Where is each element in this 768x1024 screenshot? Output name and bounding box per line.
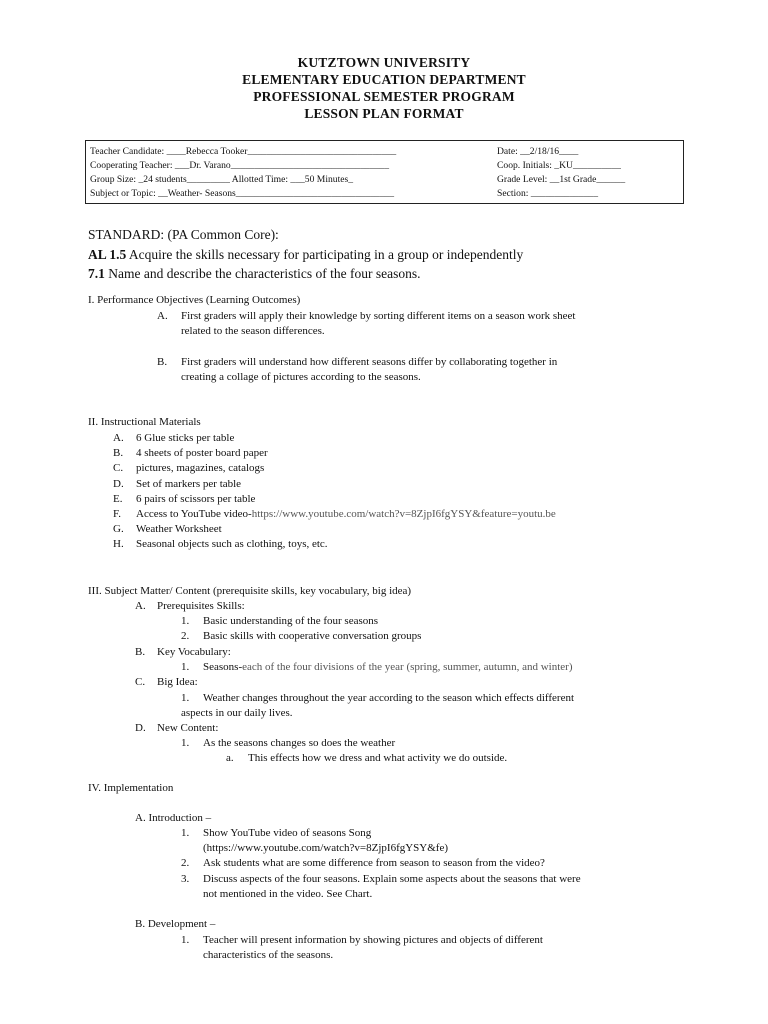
objective-a-line1: First graders will apply their knowledge by sorting different items on a season work sheet: [181, 310, 576, 322]
vocab-heading: Key Vocabulary:: [157, 646, 231, 658]
standard-al-code: AL 1.5: [88, 246, 127, 262]
big-idea-label: C.: [135, 676, 146, 688]
big-idea-1-line2: aspects in our daily lives.: [181, 707, 293, 719]
intro-2: Ask students what are some difference from season to season from the video?: [203, 857, 545, 869]
vocab-label: B.: [135, 646, 146, 658]
program-name: PROFESSIONAL SEMESTER PROGRAM: [253, 89, 515, 104]
standard-71: [88, 264, 523, 284]
info-box: [85, 140, 684, 204]
cooperating-teacher-field: Cooperating Teacher: ___Dr. Varano_________________________________: [90, 160, 390, 171]
prereq-2: Basic skills with cooperative conversation groups: [203, 630, 422, 642]
material-label: G.: [113, 523, 124, 536]
vocab-1: [203, 661, 573, 673]
material-item: [136, 493, 255, 505]
intro-1-line2: (https://www.youtube.com/watch?v=8ZjpI6fgYSY&fe): [203, 842, 448, 854]
material-item: [136, 523, 222, 535]
development-heading: B. Development –: [135, 918, 216, 930]
material-item: [136, 462, 264, 474]
material-text: Seasonal objects such as clothing, toys, etc.: [136, 538, 328, 551]
standard-al: [88, 245, 523, 265]
material-text: 6 pairs of scissors per table: [136, 492, 256, 505]
dev-1-line2: characteristics of the seasons.: [203, 949, 334, 961]
subject-matter-heading: III. Subject Matter/ Content (prerequisite skills, key vocabulary, big idea): [88, 585, 412, 597]
objective-a-line2: related to the season differences.: [181, 325, 325, 337]
prereq-2-num: 2.: [181, 630, 190, 642]
objectives-heading: I. Performance Objectives (Learning Outcomes): [88, 294, 301, 306]
material-item: [136, 538, 328, 550]
implementation-heading: IV. Implementation: [88, 782, 174, 794]
material-text: 6 Glue sticks per table: [136, 432, 235, 444]
subject-field: Subject or Topic: __Weather- Seasons_________________________________: [90, 188, 395, 199]
intro-1-line1: Show YouTube video of seasons Song: [203, 827, 372, 839]
big-idea-1-num: 1.: [181, 692, 190, 704]
prereq-1-num: 1.: [181, 615, 190, 627]
material-label: B.: [113, 447, 124, 460]
intro-3-line2: not mentioned in the video. See Chart.: [203, 888, 373, 900]
material-label: H.: [113, 538, 124, 551]
vocab-1-num: 1.: [181, 661, 190, 673]
youtube-link[interactable]: https://www.youtube.com/watch?v=8ZjpI6fgYSY&feature=youtu.be: [251, 508, 556, 520]
material-text: Access to YouTube video-: [136, 508, 252, 520]
group-size-field: Group Size: _24 students_________ Allotted Time: ___50 Minutes_: [90, 174, 354, 185]
material-label: C.: [113, 462, 124, 475]
dev-1-num: 1.: [181, 934, 190, 946]
section-field: Section: ______________: [497, 188, 598, 199]
material-label: A.: [113, 432, 124, 444]
material-label: D.: [113, 477, 124, 490]
material-text: 4 sheets of poster board paper: [136, 447, 268, 460]
new-content-1a: This effects how we dress and what activity we do outside.: [248, 752, 508, 764]
material-item: [136, 508, 556, 520]
new-content-label: D.: [135, 722, 146, 734]
format-title: LESSON PLAN FORMAT: [304, 106, 464, 121]
intro-1-num: 1.: [181, 827, 190, 839]
material-item: [136, 447, 268, 459]
intro-2-num: 2.: [181, 857, 190, 869]
standard-71-text: Name and describe the characteristics of the four seasons.: [104, 266, 421, 281]
standard-71-code: 7.1: [88, 266, 105, 281]
material-text: Set of markers per table: [136, 477, 242, 490]
date-field: Date: __2/18/16____: [497, 146, 579, 157]
material-item: [136, 432, 234, 444]
intro-3-line1: Discuss aspects of the four seasons. Explain some aspects about the seasons that were: [203, 873, 581, 885]
material-label: F.: [113, 508, 121, 520]
vocab-definition: each of the four divisions of the year (spring, summer, autumn, and winter): [242, 661, 573, 673]
material-item: [136, 478, 241, 490]
prereq-heading: Prerequisites Skills:: [157, 600, 245, 612]
department-name: ELEMENTARY EDUCATION DEPARTMENT: [242, 72, 526, 87]
dev-1-line1: Teacher will present information by showing pictures and objects of different: [203, 934, 543, 946]
teacher-candidate-field: Teacher Candidate: ____Rebecca Tooker_______________________________: [90, 146, 397, 157]
university-name: KUTZTOWN UNIVERSITY: [297, 55, 471, 70]
material-label: E.: [113, 492, 123, 505]
objective-b-line1: First graders will understand how different seasons differ by collaborating together in: [181, 356, 558, 368]
objective-a-label: A.: [157, 310, 168, 322]
intro-3-num: 3.: [181, 873, 190, 885]
material-text: pictures, magazines, catalogs: [136, 462, 265, 475]
materials-heading: II. Instructional Materials: [88, 416, 201, 428]
new-content-1-num: 1.: [181, 737, 190, 749]
material-text: Weather Worksheet: [136, 523, 222, 536]
coop-initials-field: Coop. Initials: _KU__________: [497, 160, 621, 171]
vocab-term: Seasons-: [203, 661, 243, 673]
document-header: [0, 54, 768, 122]
new-content-1: As the seasons changes so does the weather: [203, 737, 396, 749]
standard-block: [88, 225, 523, 284]
prereq-1: Basic understanding of the four seasons: [203, 615, 379, 627]
objective-b-line2: creating a collage of pictures according to the seasons.: [181, 371, 421, 383]
standard-al-text: Acquire the skills necessary for participating in a group or independently: [126, 246, 524, 262]
new-content-1a-label: a.: [226, 752, 234, 764]
introduction-heading: A. Introduction –: [135, 812, 212, 824]
big-idea-heading: Big Idea:: [157, 676, 198, 688]
grade-level-field: Grade Level: __1st Grade______: [497, 174, 626, 185]
standard-title: STANDARD: (PA Common Core):: [88, 227, 279, 242]
new-content-heading: New Content:: [157, 722, 219, 734]
prereq-label: A.: [135, 600, 146, 612]
objective-b-label: B.: [157, 356, 168, 368]
big-idea-1-line1: Weather changes throughout the year according to the season which effects different: [203, 692, 575, 704]
